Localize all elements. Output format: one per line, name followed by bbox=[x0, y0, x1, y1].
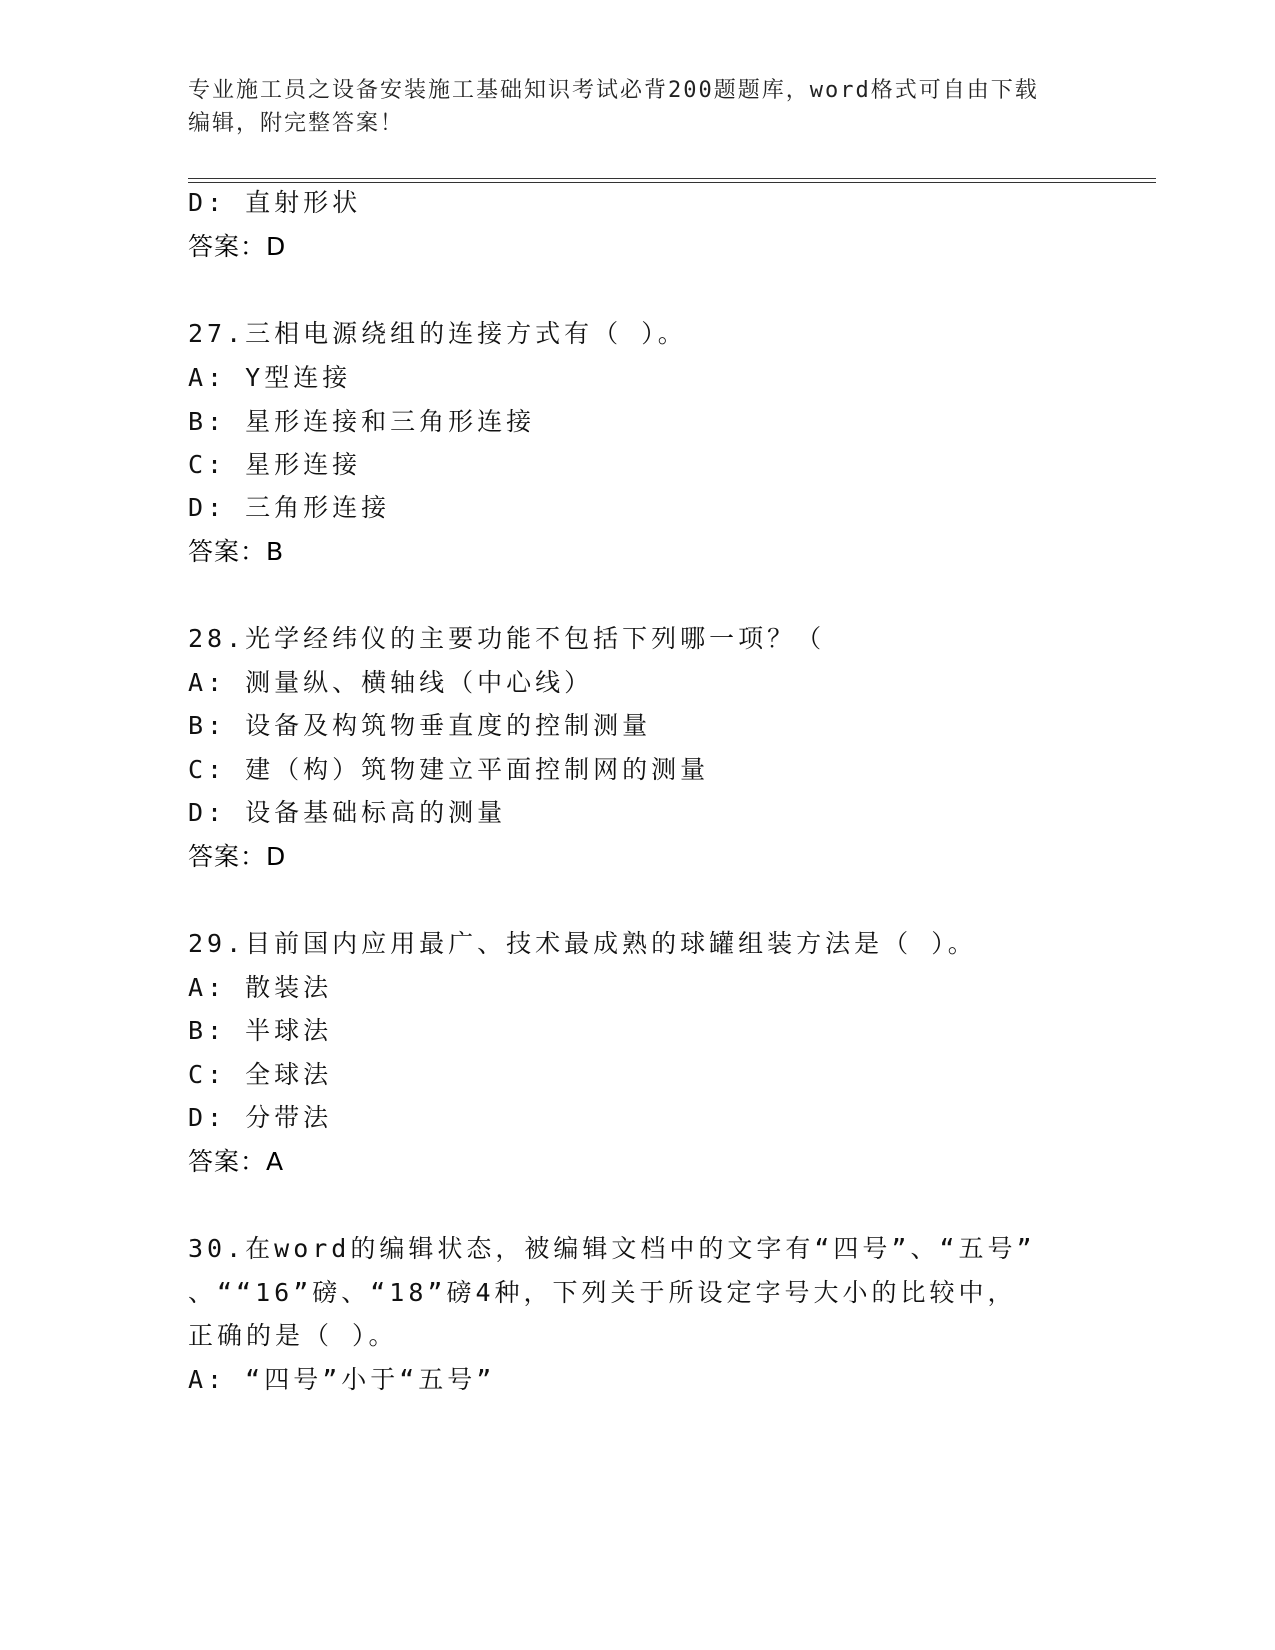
q28-option-a: A: 测量纵、横轴线（中心线） bbox=[188, 668, 594, 697]
q28-option-c: C: 建（构）筑物建立平面控制网的测量 bbox=[188, 755, 710, 784]
q28-option-d: D: 设备基础标高的测量 bbox=[188, 798, 507, 827]
q30-stem-line-3: 正确的是（ ）。 bbox=[188, 1321, 398, 1350]
q27-answer: 答案：B bbox=[188, 537, 285, 566]
q27-option-b: B: 星形连接和三角形连接 bbox=[188, 407, 536, 436]
header-title-line-1: 专业施工员之设备安装施工基础知识考试必背200题题库，word格式可自由下载 bbox=[188, 78, 1039, 103]
q29-option-b: B: 半球法 bbox=[188, 1016, 333, 1045]
q28-option-b: B: 设备及构筑物垂直度的控制测量 bbox=[188, 711, 652, 740]
q27-stem: 27.三相电源绕组的连接方式有（ ）。 bbox=[188, 319, 687, 348]
q29-answer: 答案：A bbox=[188, 1147, 285, 1176]
q30-option-a: A: “四号”小于“五号” bbox=[188, 1365, 496, 1394]
q30-stem-line-2: 、““16”磅、“18”磅4种，下列关于所设定字号大小的比较中， bbox=[188, 1278, 1017, 1307]
q27-option-a: A: Y型连接 bbox=[188, 363, 352, 392]
header-divider-bottom bbox=[188, 182, 1156, 183]
q28-stem: 28.光学经纬仪的主要功能不包括下列哪一项？（ bbox=[188, 624, 826, 653]
header-title-line-2: 编辑，附完整答案！ bbox=[188, 111, 405, 136]
q27-option-c: C: 星形连接 bbox=[188, 450, 362, 479]
document-header bbox=[188, 74, 1088, 140]
q28-answer: 答案：D bbox=[188, 842, 287, 871]
q29-stem: 29.目前国内应用最广、技术最成熟的球罐组装方法是（ ）。 bbox=[188, 929, 977, 958]
q29-option-a: A: 散装法 bbox=[188, 973, 333, 1002]
q26-answer: 答案：D bbox=[188, 232, 287, 261]
header-divider-top bbox=[188, 178, 1156, 179]
q29-option-d: D: 分带法 bbox=[188, 1103, 333, 1132]
q30-stem-line-1: 30.在word的编辑状态，被编辑文档中的文字有“四号”、“五号” bbox=[188, 1234, 1036, 1263]
q27-option-d: D: 三角形连接 bbox=[188, 493, 391, 522]
q26-option-d: D: 直射形状 bbox=[188, 188, 362, 217]
q29-option-c: C: 全球法 bbox=[188, 1060, 333, 1089]
